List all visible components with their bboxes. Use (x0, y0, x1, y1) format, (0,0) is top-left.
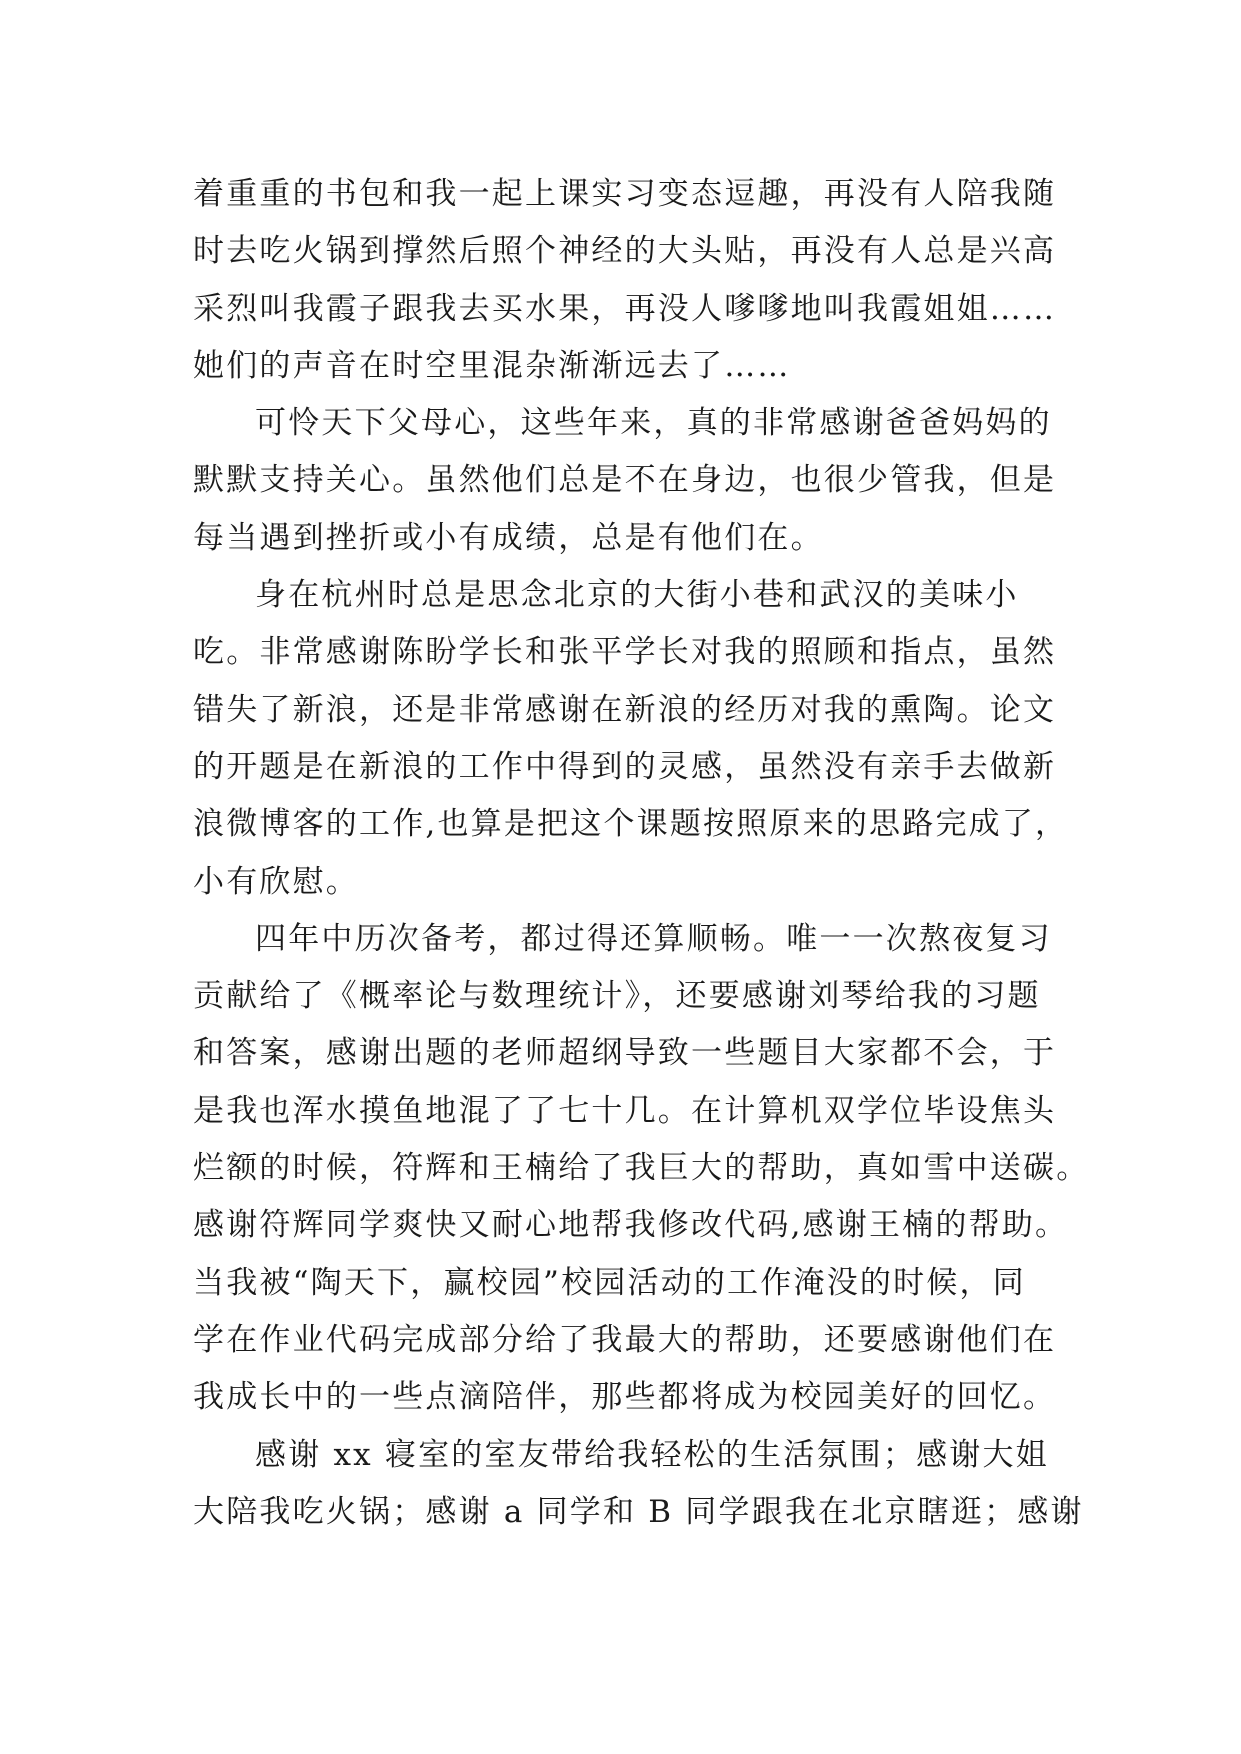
paragraph-first-line: 感谢 xx 寝室的室友带给我轻松的生活氛围；感谢大姐 (255, 1436, 1049, 1473)
text-line: 默默支持关心。虽然他们总是不在身边，也很少管我，但是 (193, 462, 1057, 499)
document-body (193, 166, 1090, 1541)
text-line: 着重重的书包和我一起上课实习变态逗趣，再没有人陪我随 (193, 176, 1057, 212)
text-line: 是我也浑水摸鱼地混了了七十几。在计算机双学位毕设焦头 (193, 1092, 1057, 1129)
text-line: 每当遇到挫折或小有成绩，总是有他们在。 (193, 519, 824, 556)
text-line: 时去吃火锅到撑然后照个神经的大头贴，再没有人总是兴高 (193, 233, 1057, 270)
text-line: 感谢符辉同学爽快又耐心地帮我修改代码,感谢王楠的帮助。 (193, 1207, 1069, 1244)
text-line: 小有欣慰。 (193, 863, 359, 900)
text-line: 贡献给了《概率论与数理统计》，还要感谢刘琴给我的习题 (193, 978, 1041, 1015)
text-line: 我成长中的一些点滴陪伴，那些都将成为校园美好的回忆。 (193, 1379, 1057, 1416)
text-line: 她们的声音在时空里混杂渐渐远去了…… (193, 347, 791, 384)
paragraph-first-line: 身在杭州时总是思念北京的大街小巷和武汉的美味小 (255, 577, 1019, 614)
text-line: 烂额的时候，符辉和王楠给了我巨大的帮助，真如雪中送碳。 (193, 1150, 1090, 1187)
text-line: 和答案，感谢出题的老师超纲导致一些题目大家都不会，于 (193, 1035, 1057, 1072)
text-line: 当我被“陶天下，赢校园”校园活动的工作淹没的时候，同 (193, 1264, 1026, 1301)
text-line: 浪微博客的工作,也算是把这个课题按照原来的思路完成了， (193, 806, 1069, 843)
text-line: 大陪我吃火锅；感谢 a 同学和 B 同学跟我在北京瞎逛；感谢 (193, 1493, 1084, 1530)
text-line: 吃。非常感谢陈盼学长和张平学长对我的照顾和指点，虽然 (193, 634, 1057, 671)
text-line: 采烈叫我霞子跟我去买水果，再没人嗲嗲地叫我霞姐姐…… (193, 290, 1057, 327)
text-line: 学在作业代码完成部分给了我最大的帮助，还要感谢他们在 (193, 1321, 1057, 1358)
paragraph-first-line: 四年中历次备考，都过得还算顺畅。唯一一次熬夜复习 (255, 920, 1052, 957)
text-line: 错失了新浪，还是非常感谢在新浪的经历对我的熏陶。论文 (193, 691, 1057, 728)
text-line: 的开题是在新浪的工作中得到的灵感，虽然没有亲手去做新 (193, 748, 1057, 785)
paragraph-first-line: 可怜天下父母心，这些年来，真的非常感谢爸爸妈妈的 (255, 405, 1052, 442)
